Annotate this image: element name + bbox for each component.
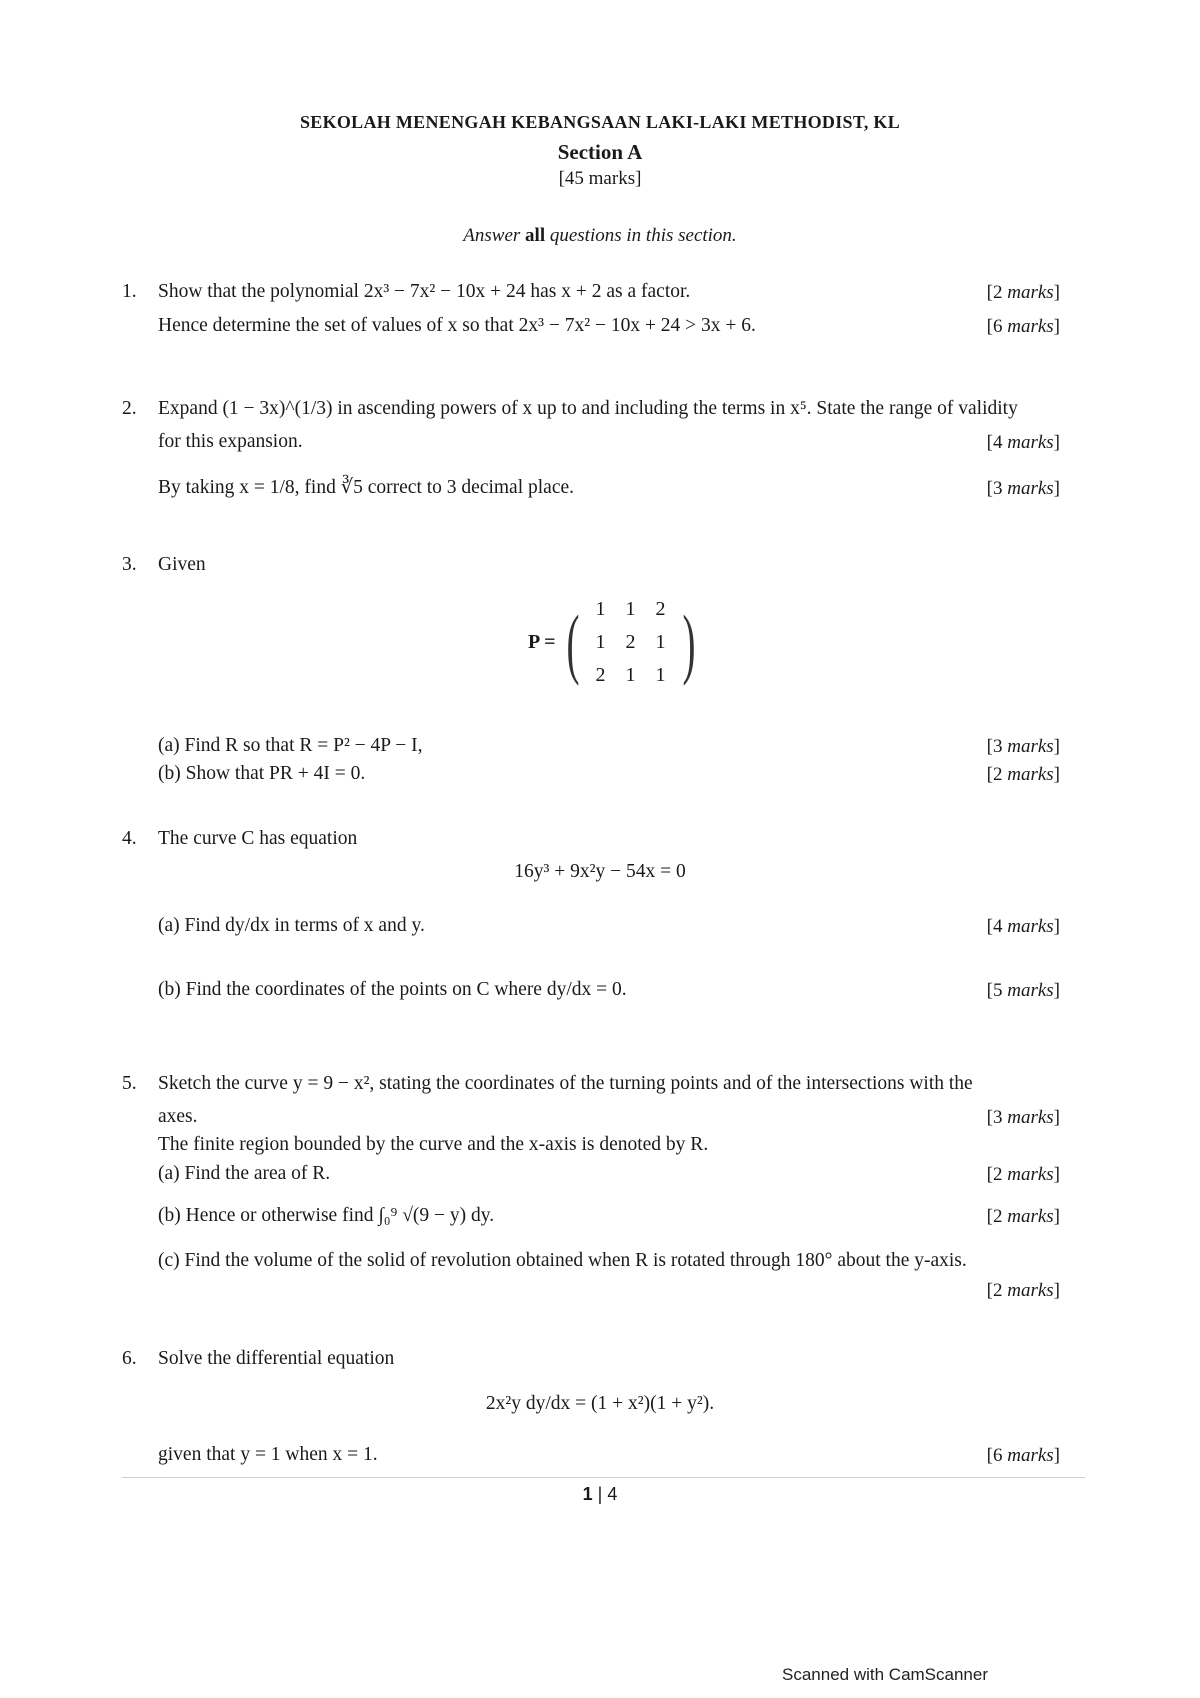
q6-equation: 2x²y dy/dx = (1 + x²)(1 + y²).: [485, 1393, 715, 1414]
matrix-entry: 1: [595, 598, 606, 620]
matrix-entry: 1: [625, 598, 636, 620]
q3-part-b: (b) Show that PR + 4I = 0.: [158, 763, 366, 784]
q1-line1: Show that the polynomial 2x³ − 7x² − 10x + 24 has x + 2 as a factor.: [158, 281, 691, 302]
q5-part-b: (b) Hence or otherwise find ∫₀⁹ √(9 − y) dy.: [158, 1205, 495, 1226]
matrix-entry: 2: [625, 631, 636, 653]
q1-line1-marks: [2 marks]: [986, 282, 1060, 303]
q4-intro: The curve C has equation: [158, 828, 358, 849]
page-number: [0, 1484, 1200, 1505]
q2-line2: for this expansion.: [158, 431, 303, 452]
page-total: 4: [607, 1484, 618, 1504]
q4-part-a-marks: [4 marks]: [986, 916, 1060, 937]
q6-number: 6.: [122, 1348, 137, 1369]
instruction-part-1: Answer: [463, 225, 521, 246]
q3-part-a: (a) Find R so that R = P² − 4P − I,: [158, 735, 423, 756]
q5-part-a-marks: [2 marks]: [986, 1164, 1060, 1185]
matrix-P: [560, 598, 702, 687]
q5-line3: The finite region bounded by the curve and the x-axis is denoted by R.: [158, 1134, 709, 1155]
q2-line3-marks: [3 marks]: [986, 478, 1060, 499]
q2-line2-marks: [4 marks]: [986, 432, 1060, 453]
q6-condition-marks: [6 marks]: [986, 1445, 1060, 1466]
page-current: 1: [582, 1484, 593, 1504]
q5-part-c-marks: [2 marks]: [986, 1280, 1060, 1301]
matrix-entry: 1: [595, 631, 606, 653]
instruction-part-2: all: [525, 225, 546, 246]
q5-line2-marks: [3 marks]: [986, 1107, 1060, 1128]
q4-number: 4.: [122, 828, 137, 849]
instruction-part-3: questions in this section.: [549, 225, 737, 246]
scanner-watermark: Scanned with CamScanner: [782, 1665, 989, 1684]
q2-line3: By taking x = 1/8, find ∛5 correct to 3 decimal place.: [158, 477, 575, 498]
q4-equation: 16y³ + 9x²y − 54x = 0: [514, 861, 686, 882]
q6-condition: given that y = 1 when x = 1.: [158, 1444, 378, 1465]
matrix-entry: 1: [625, 664, 636, 686]
school-name: SEKOLAH MENENGAH KEBANGSAAN LAKI-LAKI METHODIST, KL: [299, 112, 901, 132]
q4-part-b-marks: [5 marks]: [986, 980, 1060, 1001]
q1-line2-marks: [6 marks]: [986, 316, 1060, 337]
q3-part-b-marks: [2 marks]: [986, 764, 1060, 785]
q5-number: 5.: [122, 1073, 137, 1094]
q4-part-a: (a) Find dy/dx in terms of x and y.: [158, 915, 425, 936]
q4-part-b: (b) Find the coordinates of the points on C where dy/dx = 0.: [158, 979, 627, 1000]
matrix-entries: [586, 598, 676, 687]
q3-intro: Given: [158, 554, 206, 575]
matrix-entry: 1: [655, 631, 666, 653]
q1-number: 1.: [122, 281, 137, 302]
section-title: Section A: [557, 140, 643, 164]
page-separator: |: [597, 1484, 603, 1504]
q5-part-a: (a) Find the area of R.: [158, 1163, 331, 1184]
q5-part-b-marks: [2 marks]: [986, 1206, 1060, 1227]
section-instruction: [0, 225, 1200, 247]
q5-line2: axes.: [158, 1106, 198, 1127]
q5-line1: Sketch the curve y = 9 − x², stating the coordinates of the turning points and of the intersections with the: [158, 1073, 973, 1094]
section-total-marks: [45 marks]: [558, 168, 642, 189]
q1-line2: Hence determine the set of values of x so that 2x³ − 7x² − 10x + 24 > 3x + 6.: [158, 315, 756, 336]
matrix-right-bracket: ): [681, 598, 695, 686]
q2-line1: Expand (1 − 3x)^(1/3) in ascending powers of x up to and including the terms in x⁵. State the range of validity: [158, 398, 1018, 419]
matrix-label: P =: [528, 631, 556, 653]
q3-number: 3.: [122, 554, 137, 575]
q2-number: 2.: [122, 398, 137, 419]
matrix-entry: 2: [655, 598, 666, 620]
q5-part-c: (c) Find the volume of the solid of revolution obtained when R is rotated through 180° about the y-axis.: [158, 1250, 967, 1271]
q3-matrix-block: [528, 598, 701, 687]
q6-intro: Solve the differential equation: [158, 1348, 395, 1369]
matrix-entry: 1: [655, 664, 666, 686]
footer-divider: [122, 1477, 1085, 1478]
q3-part-a-marks: [3 marks]: [986, 736, 1060, 757]
matrix-entry: 2: [595, 664, 606, 686]
matrix-left-bracket: (: [566, 598, 580, 686]
